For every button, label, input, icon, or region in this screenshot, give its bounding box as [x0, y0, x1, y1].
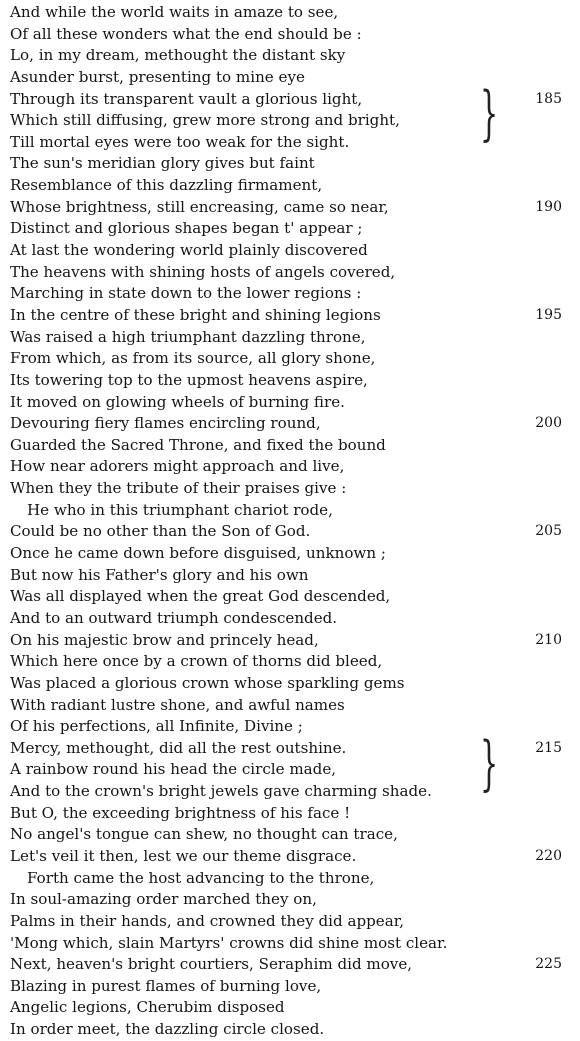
poem-line [10, 240, 570, 262]
poem-line-text: In soul-amazing order marched they on, [10, 890, 317, 909]
poem-line [10, 175, 570, 197]
poem-line-text: Blazing in purest flames of burning love, [10, 976, 322, 995]
triplet-brace-lower: } [480, 731, 499, 799]
poem-line-text: With radiant lustre shone, and awful names [10, 695, 345, 714]
poem-line [10, 197, 570, 219]
poem-line [10, 45, 570, 67]
poem-line [10, 435, 570, 457]
poem-line [10, 521, 570, 543]
poem-line [10, 478, 570, 500]
poem-line-text: Was raised a high triumphant dazzling throne, [10, 327, 366, 346]
poem-line [10, 824, 570, 846]
poem-line [10, 954, 570, 976]
poem-line-text: Angelic legions, Cherubim disposed [10, 998, 285, 1017]
poem-line [10, 24, 570, 46]
poem-line-text: Devouring fiery flames encircling round, [10, 414, 321, 433]
poem-line [10, 153, 570, 175]
poem-line-text: But now his Father's glory and his own [10, 565, 309, 584]
poem-line-text: Of his perfections, all Infinite, Divine ; [10, 717, 303, 736]
poem-line-text: No angel's tongue can shew, no thought can trace, [10, 825, 398, 844]
poem-line-text: 'Mong which, slain Martyrs' crowns did shine most clear. [10, 933, 448, 952]
poem-line-text: On his majestic brow and princely head, [10, 630, 319, 649]
poem-line [10, 500, 570, 522]
poem-line [10, 586, 570, 608]
poem-line [10, 283, 570, 305]
poem-line [10, 976, 570, 998]
poem-line [10, 1019, 570, 1041]
poem-line-text: Whose brightness, still encreasing, came so near, [10, 197, 389, 216]
poem-line [10, 565, 570, 587]
line-number: 220 [535, 847, 562, 864]
poem-line-text: He who in this triumphant chariot rode, [27, 500, 333, 519]
poem-line-text: Which here once by a crown of thorns did bleed, [10, 652, 383, 671]
poem-line [10, 803, 570, 825]
poem-line-text: Mercy, methought, did all the rest outshine. [10, 738, 347, 757]
poem-line-text: And to an outward triumph condescended. [10, 608, 338, 627]
poem-line [10, 218, 570, 240]
line-number: 190 [535, 198, 562, 215]
poem-line [10, 651, 570, 673]
poem-line-text: Next, heaven's bright courtiers, Seraphim did move, [10, 955, 413, 974]
poem-line-text: Till mortal eyes were too weak for the sight. [10, 132, 350, 151]
poem-line-text: But O, the exceeding brightness of his face ! [10, 803, 351, 822]
poem-line-text: In order meet, the dazzling circle closed. [10, 1020, 325, 1039]
poem-line [10, 889, 570, 911]
poem-line [10, 608, 570, 630]
line-number: 210 [535, 631, 562, 648]
poem-line-text: Marching in state down to the lower regions : [10, 284, 362, 303]
poem-line [10, 262, 570, 284]
poem-line [10, 413, 570, 435]
poem-line [10, 2, 570, 24]
poem-line-text: Let's veil it then, lest we our theme disgrace. [10, 846, 357, 865]
poem-line-text: Forth came the host advancing to the throne, [27, 868, 375, 887]
line-number: 195 [535, 306, 562, 323]
poem-line [10, 630, 570, 652]
poem-line-text: At last the wondering world plainly discovered [10, 241, 368, 260]
poem-line-text: Which still diffusing, grew more strong and bright, [10, 111, 400, 130]
poem-line [10, 868, 570, 890]
poem-line-text: Asunder burst, presenting to mine eye [10, 67, 305, 86]
poem-line-text: Its towering top to the upmost heavens aspire, [10, 370, 368, 389]
poem-line-text: How near adorers might approach and live, [10, 457, 345, 476]
poem-line [10, 846, 570, 868]
poem-line [10, 933, 570, 955]
poem-line [10, 327, 570, 349]
poem-line-text: Palms in their hands, and crowned they did appear, [10, 911, 405, 930]
poem-line [10, 997, 570, 1019]
line-number: 200 [535, 415, 562, 432]
poem-line-text: Distinct and glorious shapes began t' appear ; [10, 219, 363, 238]
poem-line-text: Guarded the Sacred Throne, and fixed the bound [10, 435, 386, 454]
line-number: 215 [535, 739, 562, 756]
poem-body [10, 2, 570, 1041]
poem-line-text: The sun's meridian glory gives but faint [10, 154, 315, 173]
line-number: 185 [535, 90, 562, 107]
line-number: 205 [535, 523, 562, 540]
poem-line-text: When they the tribute of their praises give : [10, 479, 347, 498]
poem-line-text: From which, as from its source, all glory shone, [10, 349, 376, 368]
line-number: 225 [535, 956, 562, 973]
poem-line-text: Through its transparent vault a glorious light, [10, 89, 363, 108]
poem-line [10, 305, 570, 327]
poem-line-text: Lo, in my dream, methought the distant sky [10, 46, 346, 65]
poem-line [10, 695, 570, 717]
poem-line-text: In the centre of these bright and shining legions [10, 305, 381, 324]
poem-line-text: A rainbow round his head the circle made, [10, 760, 337, 779]
poem-line-text: Of all these wonders what the end should be : [10, 24, 362, 43]
poem-line-text: It moved on glowing wheels of burning fire. [10, 392, 345, 411]
poem-line-text: Could be no other than the Son of God. [10, 522, 311, 541]
poem-line-text: Once he came down before disguised, unknown ; [10, 544, 386, 563]
poem-line [10, 673, 570, 695]
poem-line [10, 911, 570, 933]
poem-line [10, 348, 570, 370]
poem-line-text: Was all displayed when the great God descended, [10, 587, 391, 606]
triplet-brace-upper: } [480, 81, 499, 149]
poem-line [10, 456, 570, 478]
poem-line [10, 370, 570, 392]
poem-line-text: Was placed a glorious crown whose sparkling gems [10, 673, 405, 692]
poem-line-text: Resemblance of this dazzling firmament, [10, 176, 323, 195]
poem-line-text: And while the world waits in amaze to see, [10, 3, 339, 21]
poem-line [10, 543, 570, 565]
poem-line [10, 392, 570, 414]
poem-line-text: The heavens with shining hosts of angels covered, [10, 262, 396, 281]
poem-line-text: And to the crown's bright jewels gave charming shade. [10, 782, 432, 801]
